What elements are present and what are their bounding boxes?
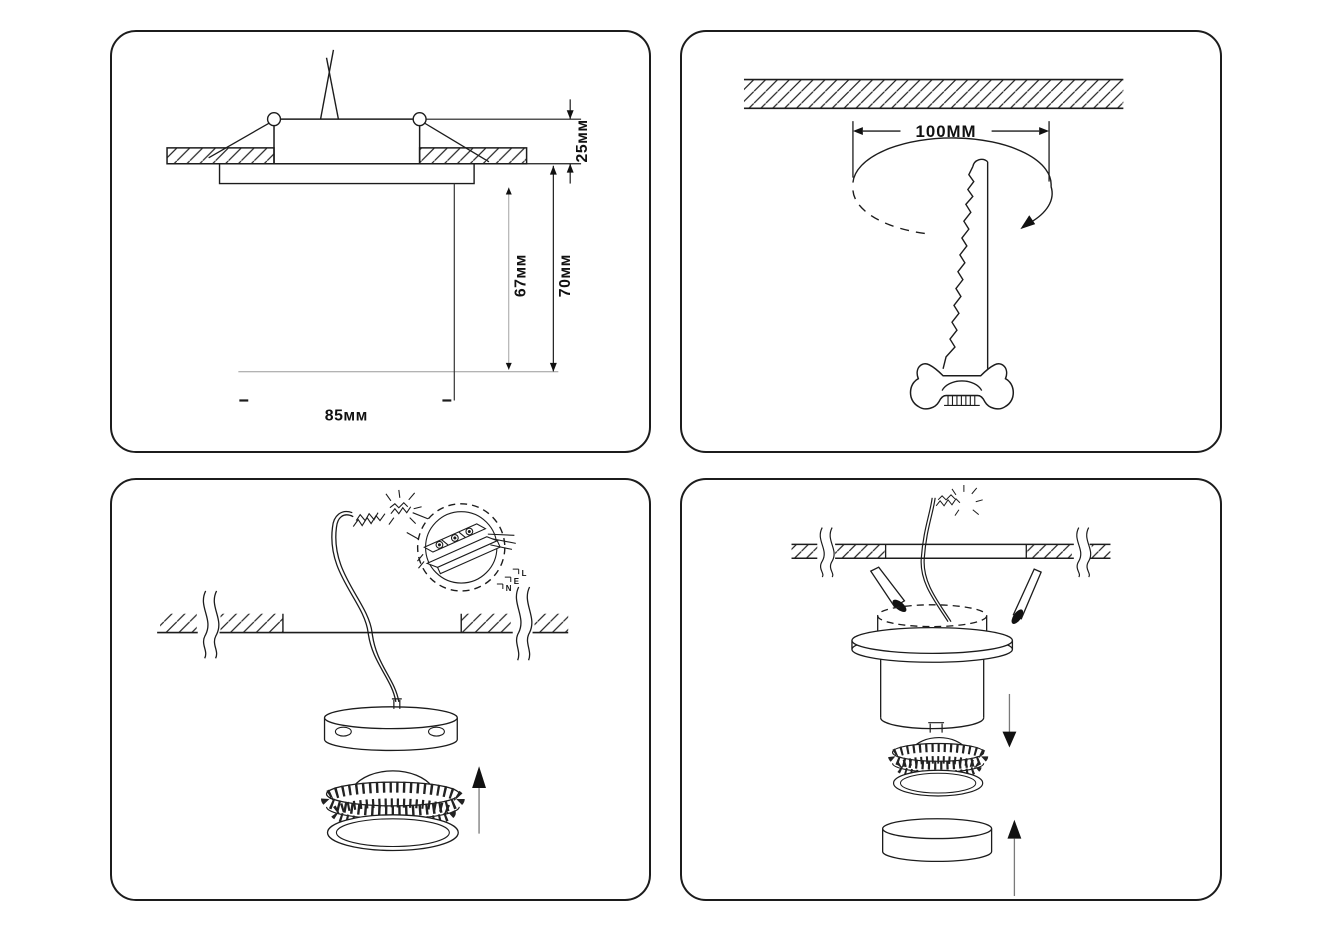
- ceiling-section: [792, 544, 1111, 558]
- power-wire: [332, 512, 399, 702]
- wiring-drawing: [112, 480, 649, 899]
- terminal-label-n: N: [505, 583, 512, 593]
- hole-cutting-drawing: [682, 32, 1220, 451]
- panel-hole-cutting: [680, 30, 1222, 453]
- dim-label-100mm: 100MM: [915, 121, 977, 141]
- hole-saw-blade: [943, 159, 988, 368]
- trim-flange: [852, 628, 1012, 663]
- down-arrow-icon: [1003, 694, 1017, 747]
- power-wire: [921, 498, 951, 622]
- dim-label-25mm: 25мм: [574, 119, 592, 163]
- fixture-body-section: [274, 119, 420, 164]
- dim-label-67mm: 67мм: [512, 254, 530, 298]
- handle-grip-ribs: [944, 396, 980, 406]
- mounting-plate: [325, 699, 458, 751]
- lamp-holder-cylinder: [881, 652, 984, 728]
- terminal-label-l: L: [521, 569, 527, 579]
- dimension-lines: [238, 99, 581, 400]
- hole-saw-handle: [911, 364, 1014, 409]
- stripped-wire-ends: [936, 485, 983, 516]
- up-arrow-icon: [1007, 820, 1021, 896]
- rotation-arrow: [853, 138, 1052, 234]
- up-arrow-icon: [472, 766, 486, 833]
- panel-mounting: [680, 478, 1222, 901]
- cover-disc: [883, 819, 992, 862]
- lamp-connector: [928, 723, 944, 733]
- dim-label-70mm: 70мм: [557, 254, 575, 298]
- ceiling-section: [744, 80, 1123, 109]
- panel-fixture-dimensions: [110, 30, 651, 453]
- wire-detail-magnifier: [412, 504, 527, 593]
- mounting-drawing: [682, 480, 1220, 899]
- rotation-arrowhead: [1020, 215, 1035, 229]
- dim-label-85mm: 85мм: [324, 407, 368, 425]
- trim-flange: [220, 164, 475, 184]
- supply-wires: [321, 50, 339, 119]
- gx53-lamp: [327, 771, 460, 851]
- stripped-wire-ends: [353, 490, 421, 527]
- fixture-dimensions-drawing: [112, 32, 649, 451]
- spring-clips: [871, 567, 1041, 626]
- gx53-lamp: [893, 738, 984, 796]
- terminal-label-e: E: [513, 577, 520, 587]
- panel-wiring: [110, 478, 651, 901]
